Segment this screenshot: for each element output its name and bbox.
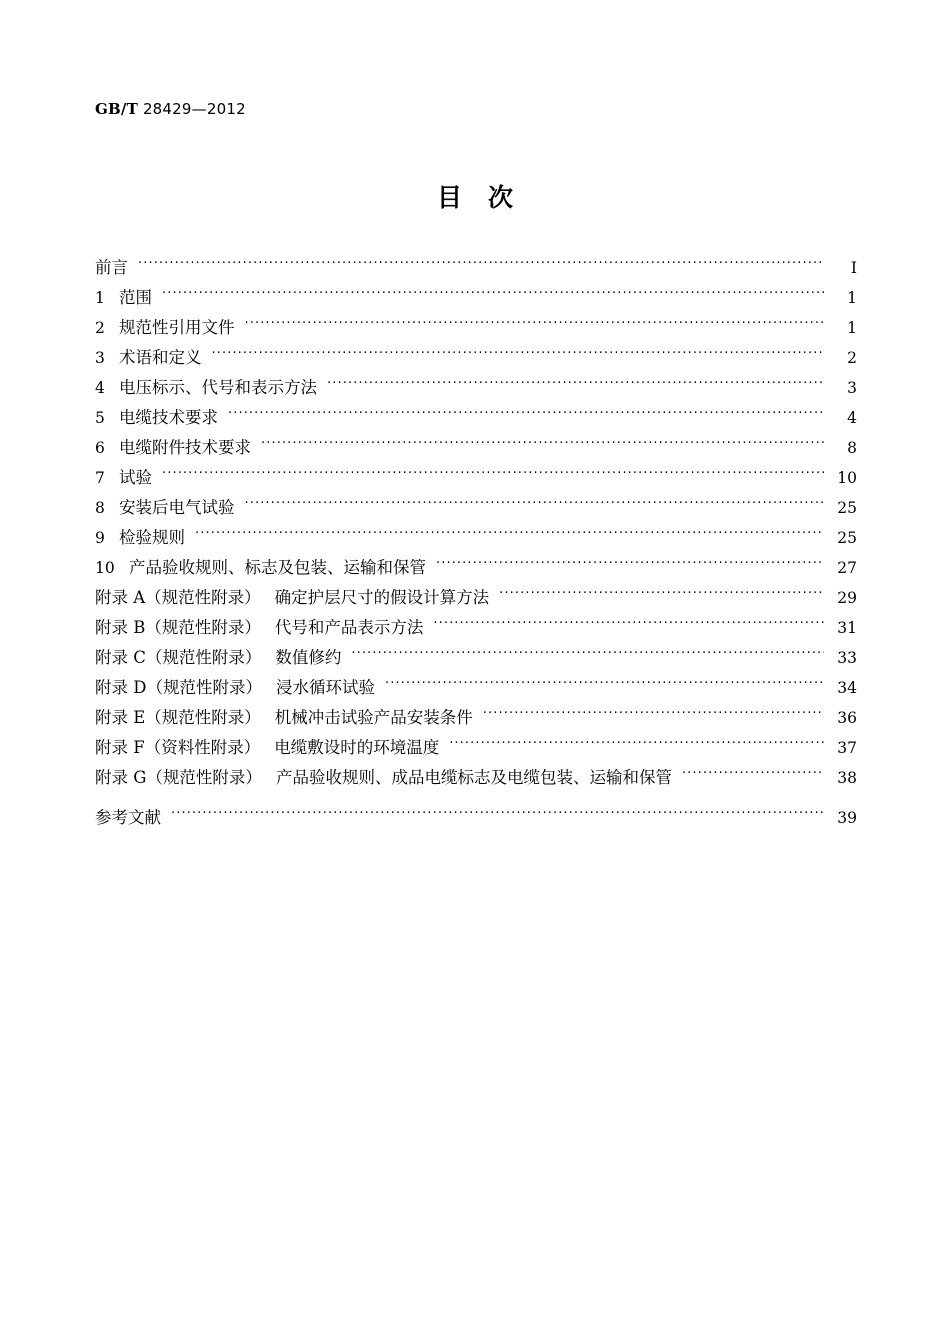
toc-entry-appendix-label: 附录 G（规范性附录） <box>95 768 262 787</box>
toc-entry[interactable] <box>95 553 857 583</box>
toc-entry-title: 规范性引用文件 <box>119 318 235 337</box>
toc-entry-title: 电缆敷设时的环境温度 <box>274 738 440 757</box>
toc-entry-title: 代号和产品表示方法 <box>274 618 424 637</box>
toc-entry-page-number: 38 <box>837 769 857 787</box>
toc-entry-title: 安装后电气试验 <box>119 498 235 517</box>
table-of-contents <box>95 253 857 833</box>
toc-dot-leader <box>433 617 824 634</box>
toc-entry-page-number: 34 <box>837 679 857 697</box>
toc-entry-appendix-label: 附录 E（规范性附录） <box>95 708 261 727</box>
toc-entry-number: 9 <box>95 529 105 547</box>
toc-entry-title: 机械冲击试验产品安装条件 <box>274 708 473 727</box>
toc-entry[interactable] <box>95 703 857 733</box>
toc-entry[interactable] <box>95 253 857 283</box>
toc-entry-page-number: 4 <box>847 409 857 427</box>
toc-entry[interactable] <box>95 763 857 793</box>
toc-dot-leader <box>245 497 825 514</box>
toc-entry[interactable] <box>95 733 857 763</box>
toc-entry-title: 电压标示、代号和表示方法 <box>119 378 317 397</box>
toc-entry[interactable] <box>95 523 857 553</box>
toc-entry-appendix-label: 附录 F（资料性附录） <box>95 738 261 757</box>
toc-entry[interactable] <box>95 643 857 673</box>
toc-entry-title: 确定护层尺寸的假设计算方法 <box>274 588 490 607</box>
toc-entry-title: 范围 <box>119 288 152 307</box>
toc-entry-page-number: 31 <box>837 619 857 637</box>
toc-dot-leader <box>449 737 824 754</box>
toc-dot-leader <box>483 707 824 724</box>
toc-entry-appendix-label: 附录 D（规范性附录） <box>95 678 262 697</box>
toc-entry-page-number: 1 <box>847 319 857 337</box>
toc-entry[interactable] <box>95 343 857 373</box>
toc-entry-number: 8 <box>95 499 105 517</box>
toc-entry-page-number: 8 <box>847 439 857 457</box>
toc-entry[interactable] <box>95 283 857 313</box>
standard-number: 28429—2012 <box>142 100 246 118</box>
toc-entry-number: 4 <box>95 379 105 397</box>
toc-dot-leader <box>385 677 824 694</box>
toc-entry-page-number: 1 <box>847 289 857 307</box>
toc-entry-page-number: 10 <box>837 469 857 487</box>
toc-dot-leader <box>195 527 824 544</box>
toc-entry-number: 3 <box>95 349 105 367</box>
toc-entry-appendix-label: 附录 C（规范性附录） <box>95 648 262 667</box>
toc-entry-number: 5 <box>95 409 105 427</box>
toc-entry[interactable] <box>95 673 857 703</box>
toc-entry[interactable] <box>95 493 857 523</box>
toc-dot-leader <box>138 257 824 274</box>
toc-entry-number: 10 <box>95 559 115 577</box>
toc-entry-page-number: 33 <box>837 649 857 667</box>
toc-entry-page-number: 29 <box>837 589 857 607</box>
toc-entry-title: 术语和定义 <box>119 348 202 367</box>
toc-dot-leader <box>682 767 824 784</box>
toc-entry-title: 电缆附件技术要求 <box>119 438 251 457</box>
toc-entry-number: 2 <box>95 319 105 337</box>
toc-entry[interactable] <box>95 803 857 833</box>
toc-entry-title: 前言 <box>95 258 128 277</box>
toc-entry-title: 浸水循环试验 <box>275 678 375 697</box>
toc-entry-appendix-label: 附录 B（规范性附录） <box>95 618 261 637</box>
toc-dot-leader <box>171 807 824 824</box>
toc-entry[interactable] <box>95 433 857 463</box>
toc-entry-number: 7 <box>95 469 105 487</box>
toc-entry[interactable] <box>95 463 857 493</box>
toc-entry-title: 产品验收规则、标志及包装、运输和保管 <box>129 558 426 577</box>
toc-dot-leader <box>351 647 824 664</box>
toc-entry-page-number: 3 <box>847 379 857 397</box>
toc-entry-number: 1 <box>95 289 105 307</box>
toc-dot-leader <box>245 317 825 334</box>
toc-entry-page-number: 37 <box>837 739 857 757</box>
toc-dot-leader <box>228 407 824 424</box>
toc-entry-page-number: 25 <box>837 529 857 547</box>
toc-dot-leader <box>212 347 825 364</box>
toc-dot-leader <box>327 377 824 394</box>
toc-entry-title: 试验 <box>119 468 152 487</box>
toc-entry-title: 数值修约 <box>275 648 342 667</box>
toc-dot-leader <box>162 287 824 304</box>
toc-entry-number: 6 <box>95 439 105 457</box>
toc-entry-title: 参考文献 <box>95 808 161 827</box>
toc-entry-page-number: 25 <box>837 499 857 517</box>
toc-entry[interactable] <box>95 313 857 343</box>
toc-entry-page-number: I <box>850 259 857 277</box>
toc-dot-leader <box>261 437 824 454</box>
toc-entry[interactable] <box>95 613 857 643</box>
toc-entry-title: 电缆技术要求 <box>119 408 218 427</box>
standard-prefix: GB/T <box>95 100 138 118</box>
toc-entry-title: 检验规则 <box>119 528 185 547</box>
toc-dot-leader <box>436 557 824 574</box>
running-header <box>95 100 246 118</box>
toc-entry-page-number: 2 <box>847 349 857 367</box>
toc-entry[interactable] <box>95 403 857 433</box>
toc-entry-page-number: 27 <box>837 559 857 577</box>
toc-entry-appendix-label: 附录 A（规范性附录） <box>95 588 261 607</box>
toc-dot-leader <box>162 467 824 484</box>
page-title: 目次 <box>436 183 539 212</box>
toc-entry-page-number: 36 <box>837 709 857 727</box>
toc-entry-page-number: 39 <box>837 809 857 827</box>
toc-dot-leader <box>499 587 824 604</box>
toc-entry-title: 产品验收规则、成品电缆标志及电缆包装、运输和保管 <box>275 768 672 787</box>
toc-entry[interactable] <box>95 373 857 403</box>
toc-entry[interactable] <box>95 583 857 613</box>
